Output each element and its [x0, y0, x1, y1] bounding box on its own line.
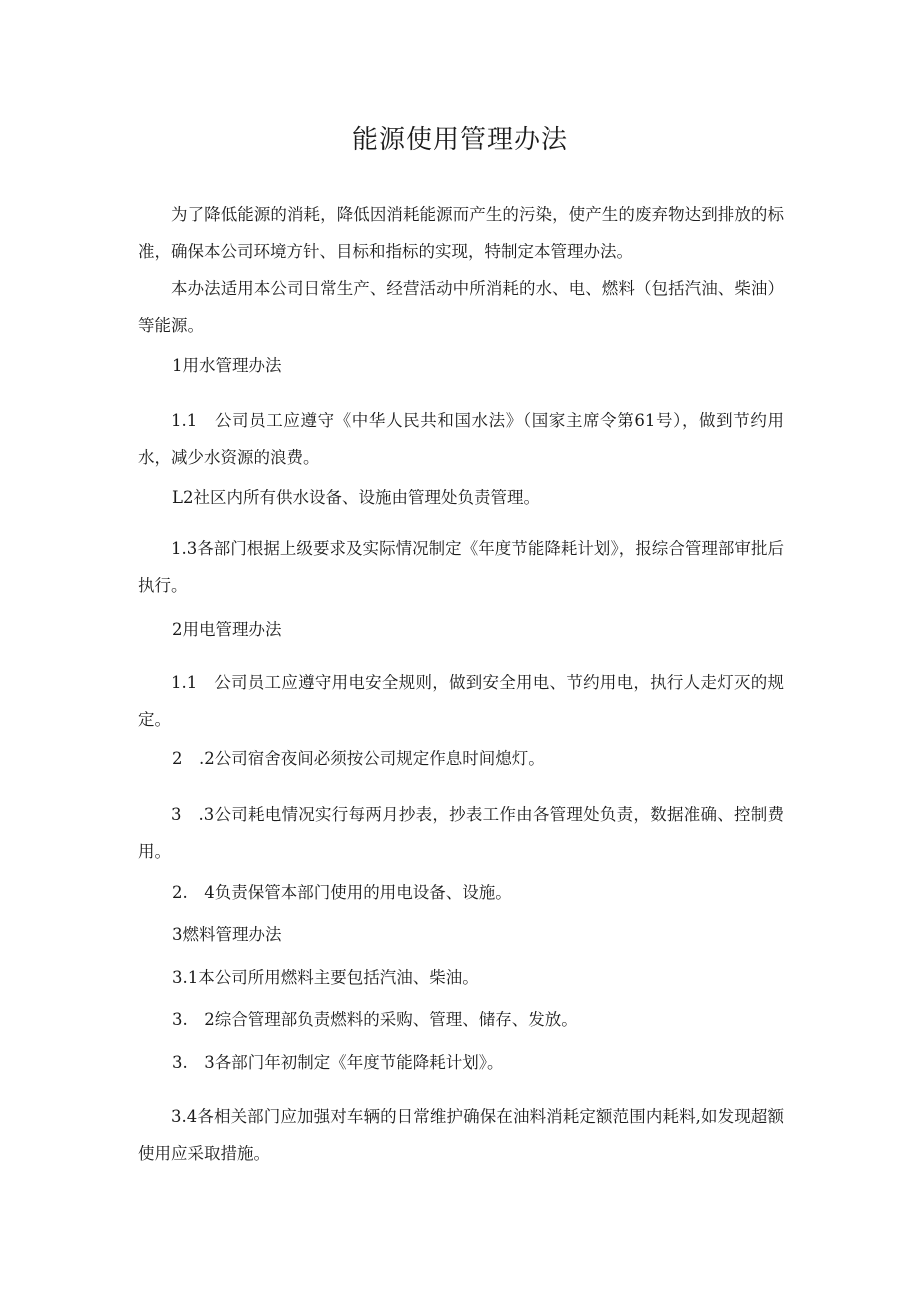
- electricity-item-4: 2. 4负责保管本部门使用的用电设备、设施。: [172, 883, 512, 902]
- water-item-1-3: 1.3各部门根据上级要求及实际情况制定《年度节能降耗计划》，报综合管理部审批后执行。: [138, 539, 784, 595]
- section-heading-fuel: 3燃料管理办法: [172, 925, 282, 944]
- intro-paragraph-purpose: 为了降低能源的消耗，降低因消耗能源而产生的污染，使产生的废弃物达到排放的标准，确保本公司环境方针、目标和指标的实现，特制定本管理办法。: [138, 205, 784, 261]
- fuel-item-3-3: 3. 3各部门年初制定《年度节能降耗计划》。: [172, 1053, 504, 1072]
- document-title: 能源使用管理办法: [351, 125, 568, 155]
- water-item-1-2: L2社区内所有供水设备、设施由管理处负责管理。: [172, 488, 540, 507]
- electricity-item-1: 1.1 公司员工应遵守用电安全规则，做到安全用电、节约用电，执行人走灯灭的规定。: [138, 673, 784, 729]
- electricity-item-2: 2 .2公司宿舍夜间必须按公司规定作息时间熄灯。: [172, 749, 545, 768]
- section-heading-electricity: 2用电管理办法: [172, 620, 282, 639]
- fuel-item-3-1: 3.1本公司所用燃料主要包括汽油、柴油。: [172, 968, 479, 987]
- electricity-item-3: 3 .3公司耗电情况实行每两月抄表，抄表工作由各管理处负责，数据准确、控制费用。: [138, 805, 784, 861]
- section-heading-water: 1用水管理办法: [172, 356, 282, 375]
- water-item-1-1: 1.1 公司员工应遵守《中华人民共和国水法》（国家主席令第61号），做到节约用水，减少水资源的浪费。: [138, 411, 784, 467]
- fuel-item-3-2: 3. 2综合管理部负责燃料的采购、管理、储存、发放。: [172, 1010, 578, 1029]
- intro-paragraph-scope: 本办法适用本公司日常生产、经营活动中所消耗的水、电、燃料（包括汽油、柴油）等能源。: [138, 279, 784, 335]
- fuel-item-3-4: 3.4各相关部门应加强对车辆的日常维护确保在油料消耗定额范围内耗料,如发现超额使用应采取措施。: [138, 1107, 784, 1163]
